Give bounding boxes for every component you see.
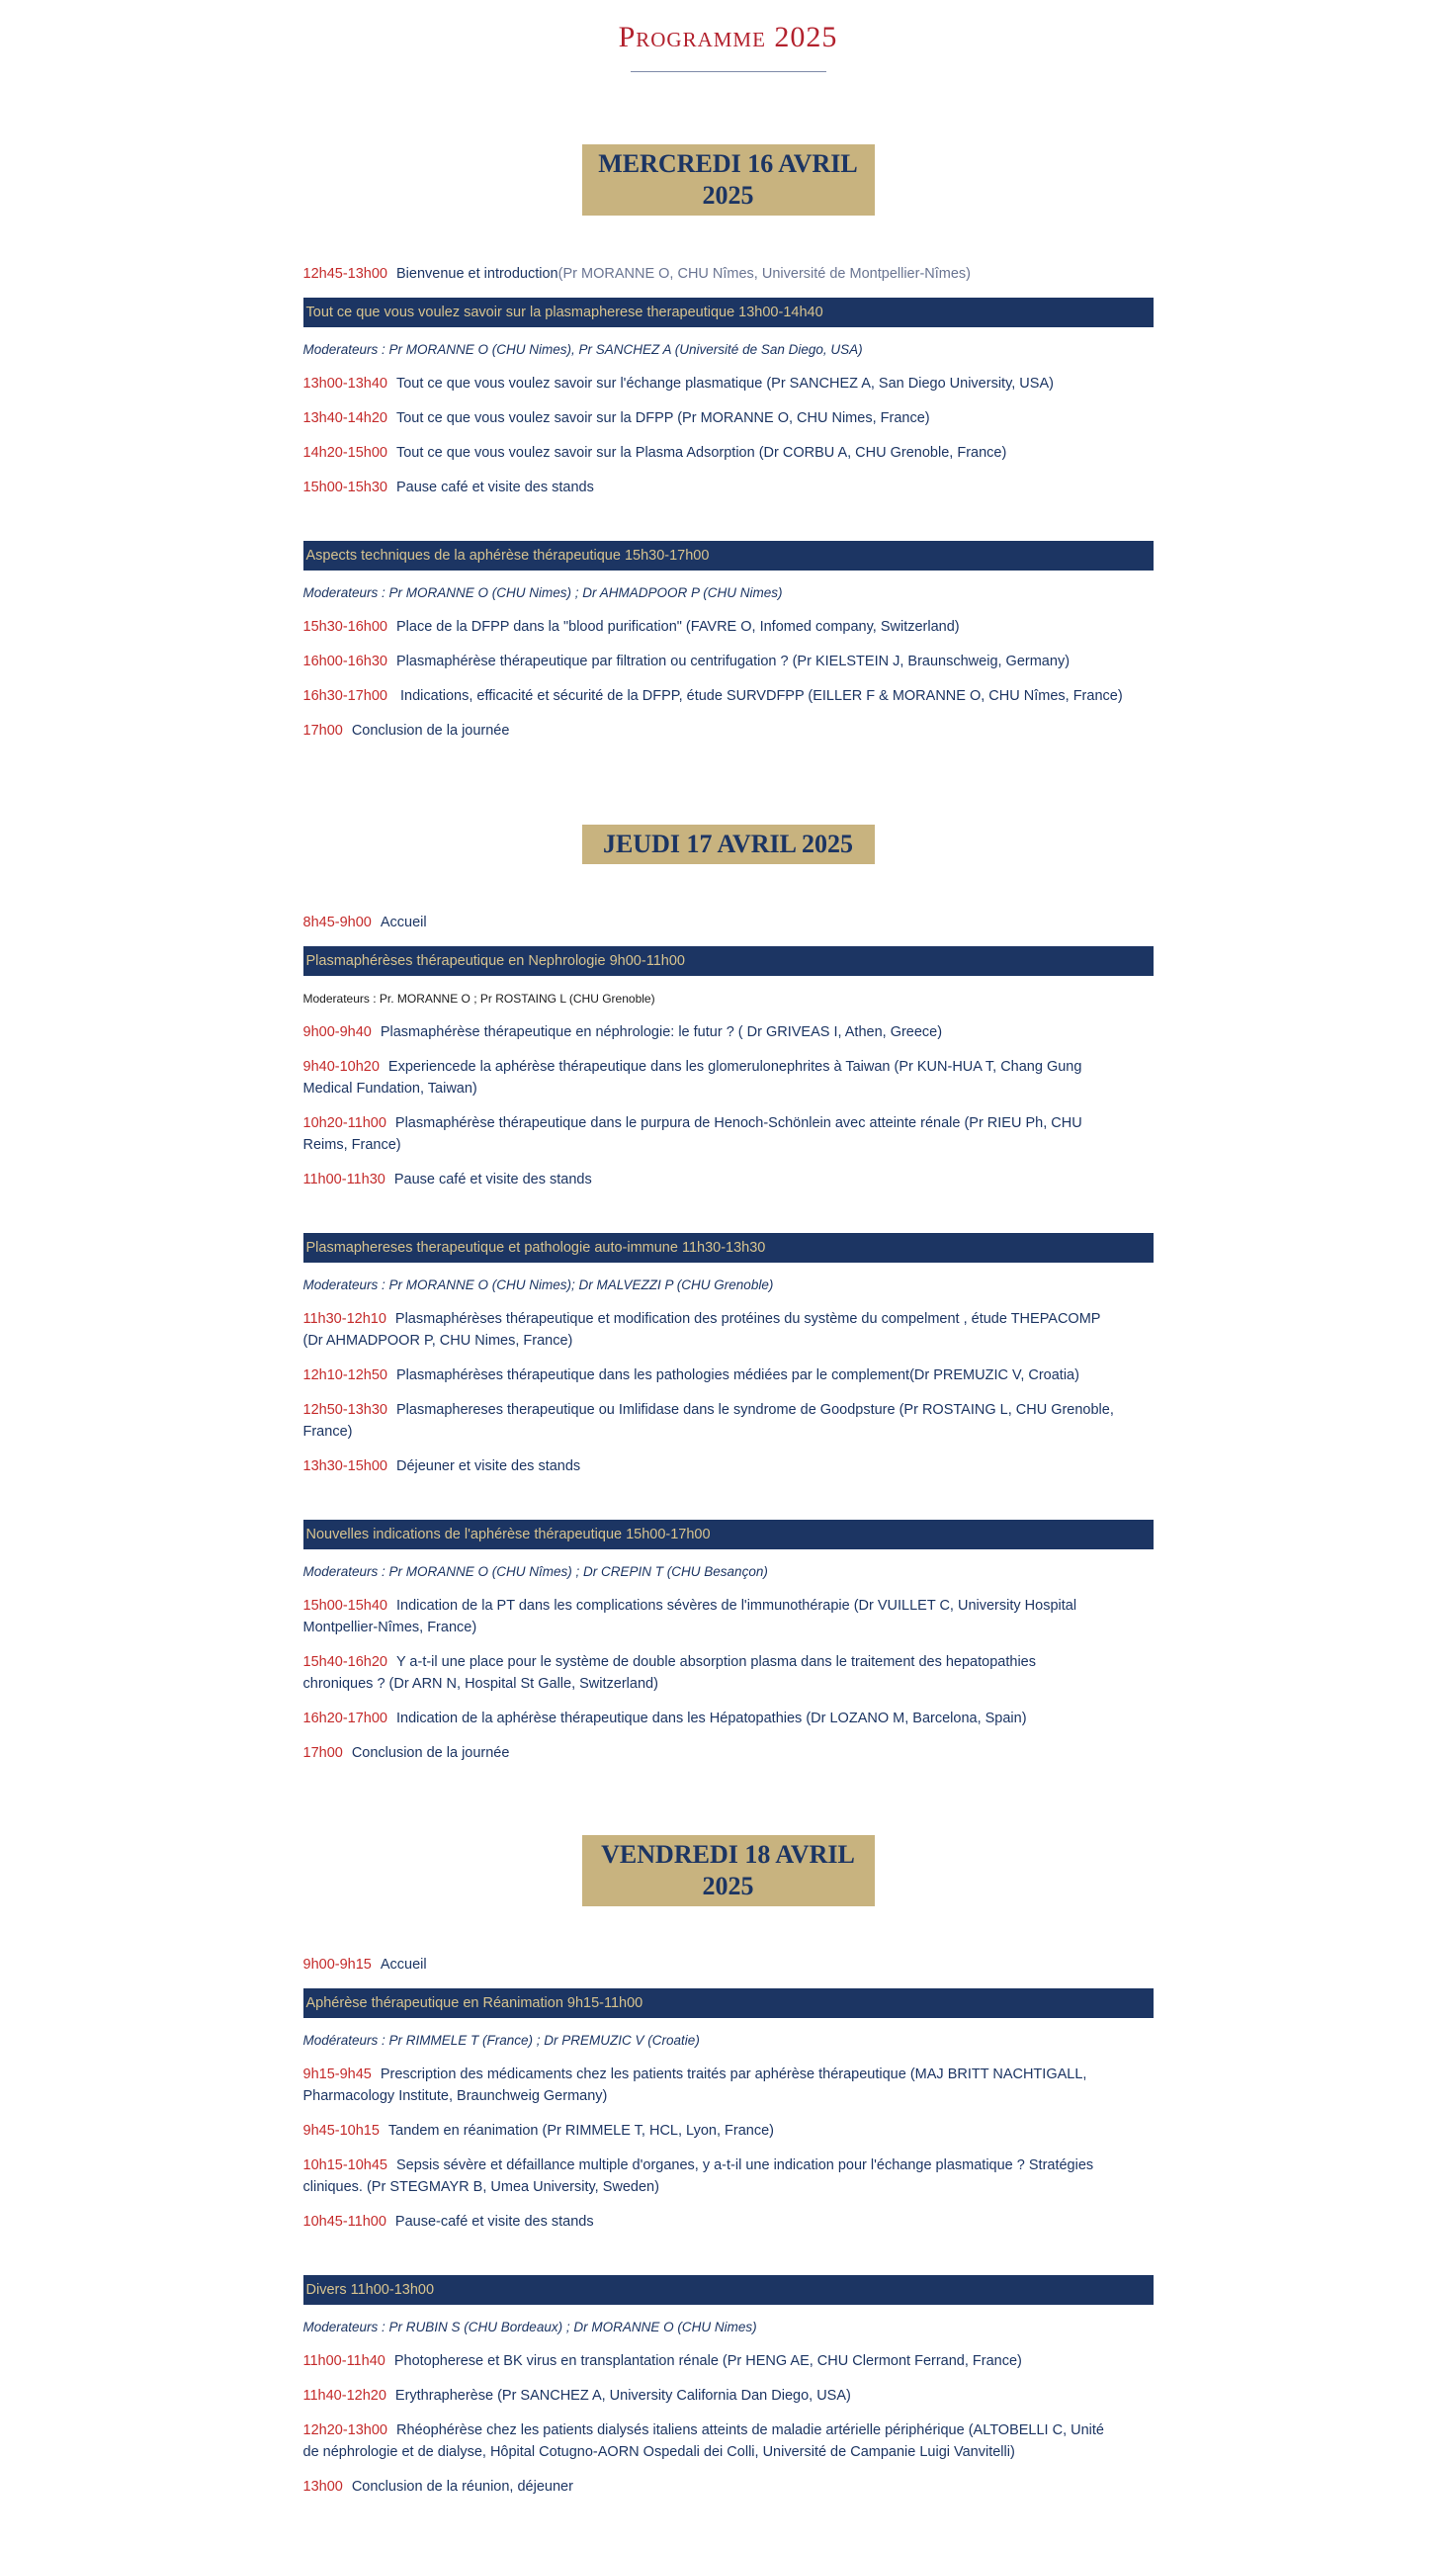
talk-title-continued: Montpellier-Nîmes, France) (302, 1620, 477, 1635)
spacer (303, 464, 1154, 477)
talk-title: Indication de la aphérèse thérapeutique dans les Hépatopathies (Dr LOZANO M, Barcelona, Spain) (395, 1711, 1027, 1726)
spacer (303, 2305, 1154, 2318)
session-bar: Divers 11h00-13h00 (303, 2275, 1154, 2305)
talk-row (303, 2064, 1154, 2107)
spacer (303, 2233, 1154, 2262)
talk-title: Y a-t-il une place pour le système de double absorption plasma dans le traitement des hepatopathies (395, 1654, 1036, 1670)
spacer (303, 528, 1154, 541)
talk-title: Plasmaphérèses thérapeutique et modification des protéines du système du compelment , étude THEPACOMP (394, 1311, 1101, 1327)
day-content (303, 1906, 1154, 2498)
time-slot: 9h00-9h15 (302, 1957, 372, 1973)
talk-title: Place de la DFPP dans la "blood purification" (FAVRE O, Infomed company, Switzerland) (395, 619, 960, 635)
spacer (303, 2463, 1154, 2476)
time-slot: 12h45-13h00 (302, 266, 387, 282)
day-content (303, 216, 1154, 742)
talk-title-continued: cliniques. (Pr STEGMAYR B, Umea University, Sweden) (302, 2179, 659, 2195)
spacer (303, 1507, 1154, 1520)
talk-title: Rhéophérèse chez les patients dialysés italiens atteints de maladie artérielle périphérique (ALTOBELLI C, Unité (395, 2422, 1104, 2438)
time-slot: 13h00-13h40 (302, 376, 387, 392)
talk-row (303, 1056, 1154, 1099)
session-bar: Plasmaphereses therapeutique et pathologie auto-immune 11h30-13h30 (303, 1233, 1154, 1263)
talk-row (303, 1651, 1154, 1695)
spacer (303, 2337, 1154, 2350)
talk-row (303, 1708, 1154, 1729)
moderators: Moderateurs : Pr MORANNE O (CHU Nîmes) ; Dr CREPIN T (CHU Besançon) (302, 1564, 768, 1579)
spacer (303, 1386, 1154, 1399)
time-slot: 17h00 (302, 1745, 343, 1761)
talk-title: Accueil (380, 915, 427, 930)
spacer (303, 216, 1154, 263)
day-section (0, 1835, 1456, 2498)
spacer (303, 2107, 1154, 2120)
time-slot: 13h40-14h20 (302, 410, 387, 426)
spacer (303, 864, 1154, 912)
talk-title-continued: Reims, France) (302, 1137, 401, 1153)
talk-row (303, 1595, 1154, 1638)
spacer (303, 1009, 1154, 1021)
session-bar: Plasmaphérèses thérapeutique en Nephrologie 9h00-11h00 (303, 946, 1154, 976)
time-slot: 11h00-11h30 (302, 1172, 385, 1187)
time-slot: 14h20-15h00 (302, 445, 387, 461)
talk-title: Sepsis sévère et défaillance multiple d'organes, y a-t-il une indication pour l'échange plasmatique ? Stratégies (395, 2157, 1094, 2173)
talk-title: Tout ce que vous voulez savoir sur la Plasma Adsorption (Dr CORBU A, CHU Grenoble, France) (395, 445, 1007, 461)
talk-row (303, 477, 1154, 498)
talk-row (303, 1399, 1154, 1443)
talk-row (303, 2476, 1154, 2498)
talk-title: Indications, efficacité et sécurité de la DFPP, étude SURVDFPP (EILLER F & MORANNE O, CHU Nîmes, France) (395, 688, 1123, 704)
time-slot: 9h00-9h40 (302, 1024, 372, 1040)
spacer (303, 603, 1154, 616)
spacer (303, 2018, 1154, 2031)
time-slot: 10h15-10h45 (302, 2157, 387, 2173)
talk-row (303, 685, 1154, 707)
time-slot: 12h50-13h30 (302, 1402, 387, 1418)
day-heading: VENDREDI 18 AVRIL 2025 (582, 1835, 875, 1906)
time-slot: 16h00-16h30 (302, 654, 387, 669)
spacer (303, 2051, 1154, 2064)
time-slot: 11h40-12h20 (302, 2388, 386, 2404)
spacer (303, 1220, 1154, 1233)
time-slot: 8h45-9h00 (302, 915, 372, 930)
day-heading: JEUDI 17 AVRIL 2025 (582, 825, 875, 864)
talk-title: Pause café et visite des stands (395, 480, 594, 495)
time-slot: 15h30-16h00 (302, 619, 387, 635)
talk-row (303, 1308, 1154, 1352)
day-section (0, 144, 1456, 742)
spacer (303, 2142, 1154, 2154)
talk-row (303, 2350, 1154, 2372)
spacer (303, 1263, 1154, 1275)
talk-title: Indication de la PT dans les complications sévères de l'immunothérapie (Dr VUILLET C, University Hospital (395, 1598, 1077, 1614)
time-slot: 17h00 (302, 723, 343, 739)
speaker: (Pr MORANNE O, CHU Nîmes, Université de Montpellier-Nîmes) (557, 266, 971, 282)
time-slot: 15h00-15h30 (302, 480, 387, 495)
moderators: Moderateurs : Pr MORANNE O (CHU Nimes); Dr MALVEZZI P (CHU Grenoble) (302, 1277, 774, 1292)
spacer (303, 1638, 1154, 1651)
spacer (303, 1295, 1154, 1308)
spacer (303, 2407, 1154, 2419)
talk-title: Erythrapherèse (Pr SANCHEZ A, University California Dan Diego, USA) (394, 2388, 851, 2404)
spacer (303, 1352, 1154, 1364)
talk-title: Déjeuner et visite des stands (395, 1458, 581, 1474)
spacer (303, 976, 1154, 989)
talk-row (303, 442, 1154, 464)
time-slot: 15h40-16h20 (302, 1654, 387, 1670)
spacer (303, 285, 1154, 298)
spacer (303, 707, 1154, 720)
time-slot: 16h30-17h00 (302, 688, 387, 704)
talk-row (303, 1169, 1154, 1190)
talk-title: Bienvenue et introduction (395, 266, 558, 282)
moderators: Moderateurs : Pr MORANNE O (CHU Nimes), Pr SANCHEZ A (Université de San Diego, USA) (302, 342, 863, 357)
spacer (303, 1976, 1154, 1988)
page-title: Programme 2025 (618, 21, 838, 53)
talk-title: Plasmaphérèse thérapeutique en néphrologie: le futur ? ( Dr GRIVEAS I, Athen, Greece) (380, 1024, 943, 1040)
moderators: Modérateurs : Pr RIMMELE T (France) ; Dr PREMUZIC V (Croatie) (302, 2033, 700, 2048)
spacer (303, 1043, 1154, 1056)
spacer (303, 429, 1154, 442)
time-slot: 11h00-11h40 (302, 2353, 385, 2369)
talk-title: Photopherese et BK virus en transplantation rénale (Pr HENG AE, CHU Clermont Ferrand, France) (393, 2353, 1022, 2369)
intro-row (303, 912, 1154, 933)
talk-title: Plasmaphereses therapeutique ou Imlifidase dans le syndrome de Goodpsture (Pr ROSTAING L, CHU Grenoble, (395, 1402, 1114, 1418)
day-heading: MERCREDI 16 AVRIL 2025 (582, 144, 875, 216)
talk-title: Plasmaphérèses thérapeutique dans les pathologies médiées par le complement(Dr PREMUZIC V, Croatia) (395, 1367, 1079, 1383)
spacer (303, 1443, 1154, 1455)
time-slot: 12h10-12h50 (302, 1367, 387, 1383)
spacer (303, 327, 1154, 340)
spacer (303, 395, 1154, 407)
spacer (303, 672, 1154, 685)
spacer (303, 1729, 1154, 1742)
day-content (303, 864, 1154, 1764)
talk-row (303, 1455, 1154, 1477)
spacer (303, 2262, 1154, 2275)
moderators: Moderateurs : Pr. MORANNE O ; Pr ROSTAING L (CHU Grenoble) (302, 992, 655, 1006)
talk-row (303, 2385, 1154, 2407)
talk-row (303, 1112, 1154, 1156)
spacer (303, 1156, 1154, 1169)
spacer (303, 498, 1154, 528)
time-slot: 9h45-10h15 (302, 2123, 380, 2139)
talk-row (303, 2154, 1154, 2198)
time-slot: 11h30-12h10 (302, 1311, 386, 1327)
time-slot: 9h15-9h45 (302, 2066, 372, 2082)
talk-title: Accueil (380, 1957, 427, 1973)
time-slot: 9h40-10h20 (302, 1059, 380, 1075)
time-slot: 13h30-15h00 (302, 1458, 387, 1474)
talk-row (303, 651, 1154, 672)
spacer (303, 1549, 1154, 1562)
time-slot: 10h45-11h00 (302, 2214, 386, 2230)
spacer (303, 638, 1154, 651)
talk-row (303, 2120, 1154, 2142)
moderators: Moderateurs : Pr MORANNE O (CHU Nimes) ; Dr AHMADPOOR P (CHU Nimes) (302, 585, 783, 600)
talk-title-continued: Medical Fundation, Taiwan) (302, 1081, 477, 1097)
talk-title: Conclusion de la journée (351, 1745, 510, 1761)
talk-title: Pause-café et visite des stands (394, 2214, 594, 2230)
talk-title: Experiencede la aphérèse thérapeutique dans les glomerulonephrites à Taiwan (Pr KUN-HUA T, Chang Gung (387, 1059, 1082, 1075)
talk-title: Conclusion de la réunion, déjeuner (351, 2479, 573, 2495)
title-divider (631, 71, 826, 72)
talk-title: Plasmaphérèse thérapeutique dans le purpura de Henoch-Schönlein avec atteinte rénale (Pr RIEU Ph, CHU (394, 1115, 1082, 1131)
talk-title-continued: France) (302, 1424, 353, 1440)
talk-row (303, 2419, 1154, 2463)
talk-title: Prescription des médicaments chez les patients traités par aphérèse thérapeutique (MAJ BRITT NACHTIGALL, (380, 2066, 1087, 2082)
talk-row (303, 373, 1154, 395)
talk-row (303, 1021, 1154, 1043)
talk-title: Pause café et visite des stands (393, 1172, 592, 1187)
session-bar: Aspects techniques de la aphérèse thérapeutique 15h30-17h00 (303, 541, 1154, 571)
talk-row (303, 1742, 1154, 1764)
session-bar: Nouvelles indications de l'aphérèse thérapeutique 15h00-17h00 (303, 1520, 1154, 1549)
session-bar: Tout ce que vous voulez savoir sur la plasmapherese therapeutique 13h00-14h40 (303, 298, 1154, 327)
moderators: Moderateurs : Pr RUBIN S (CHU Bordeaux) ; Dr MORANNE O (CHU Nimes) (302, 2320, 757, 2334)
spacer (303, 360, 1154, 373)
spacer (303, 1477, 1154, 1507)
spacer (303, 1190, 1154, 1220)
talk-title: Tout ce que vous voulez savoir sur la DFPP (Pr MORANNE O, CHU Nimes, France) (395, 410, 930, 426)
session-bar: Aphérèse thérapeutique en Réanimation 9h15-11h00 (303, 1988, 1154, 2018)
talk-title-continued: de néphrologie et de dialyse, Hôpital Cotugno-AORN Ospedali dei Colli, Université de Campanie Luigi Vanvitelli) (302, 2444, 1015, 2460)
intro-row (303, 263, 1154, 285)
time-slot: 12h20-13h00 (302, 2422, 387, 2438)
spacer (303, 1099, 1154, 1112)
spacer (303, 933, 1154, 946)
talk-title-continued: chroniques ? (Dr ARN N, Hospital St Galle, Switzerland) (302, 1676, 658, 1692)
spacer (303, 2198, 1154, 2211)
talk-title: Conclusion de la journée (351, 723, 510, 739)
spacer (303, 2372, 1154, 2385)
time-slot: 13h00 (302, 2479, 343, 2495)
talk-title: Tout ce que vous voulez savoir sur l'échange plasmatique (Pr SANCHEZ A, San Diego University, USA) (395, 376, 1054, 392)
spacer (303, 1906, 1154, 1954)
day-section (0, 825, 1456, 1764)
talk-row (303, 1364, 1154, 1386)
talk-title: Tandem en réanimation (Pr RIMMELE T, HCL, Lyon, France) (387, 2123, 774, 2139)
talk-row (303, 720, 1154, 742)
talk-title: Plasmaphérèse thérapeutique par filtration ou centrifugation ? (Pr KIELSTEIN J, Braunschweig, Germany) (395, 654, 1071, 669)
talk-row (303, 616, 1154, 638)
talk-row (303, 407, 1154, 429)
time-slot: 15h00-15h40 (302, 1598, 387, 1614)
spacer (303, 1695, 1154, 1708)
talk-title-continued: Pharmacology Institute, Braunchweig Germany) (302, 2088, 608, 2104)
time-slot: 16h20-17h00 (302, 1711, 387, 1726)
time-slot: 10h20-11h00 (302, 1115, 386, 1131)
spacer (303, 571, 1154, 583)
talk-title-continued: (Dr AHMADPOOR P, CHU Nimes, France) (302, 1333, 573, 1349)
intro-row (303, 1954, 1154, 1976)
spacer (303, 1582, 1154, 1595)
talk-row (303, 2211, 1154, 2233)
